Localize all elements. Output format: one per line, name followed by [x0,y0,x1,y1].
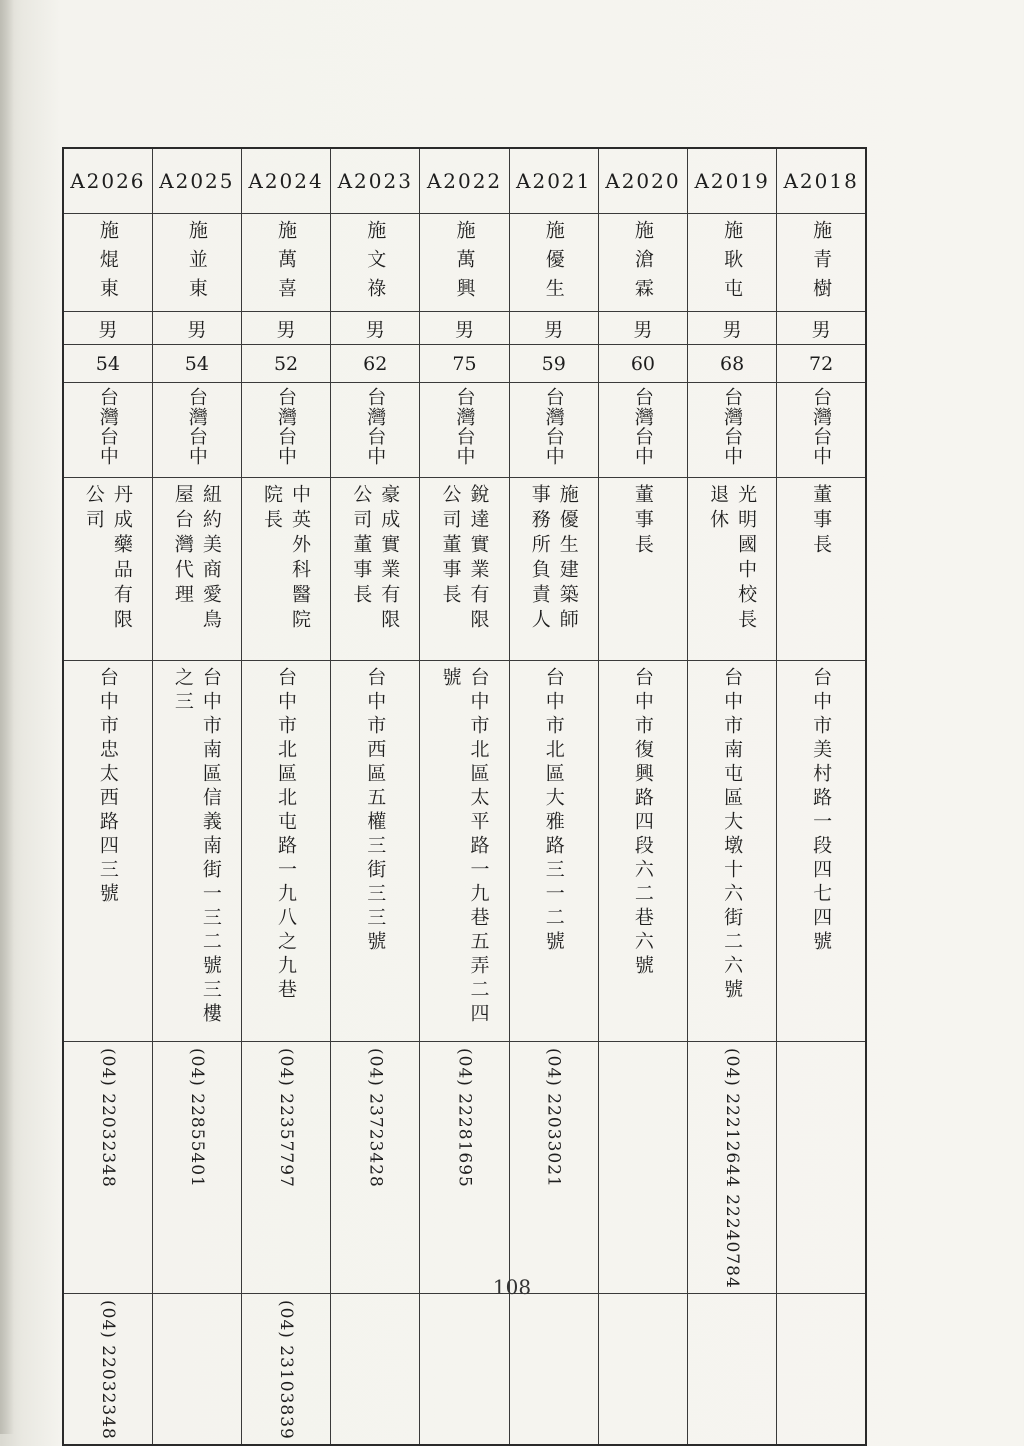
member-name-cell [509,214,598,312]
member-occupation-row [63,478,866,661]
member-phone2-cell [63,1293,152,1444]
member-location: 台灣台中 [721,387,744,465]
member-occupation: 豪成實業有限公司董事長 [350,484,401,634]
member-phone2-cell [331,1293,420,1444]
member-register-table [62,147,867,1446]
member-phone-cell [777,1042,866,1294]
member-location-cell [420,383,509,478]
member-id: A2023 [337,169,413,193]
member-id: A2024 [248,169,324,193]
member-sex: 男 [509,312,598,345]
member-name-cell [598,214,687,312]
member-occupation-cell [63,478,152,661]
member-sex: 男 [688,312,777,345]
member-occupation-cell [688,478,777,661]
member-phone-cell [509,1042,598,1294]
member-id: A2022 [426,169,503,193]
member-address: 台中市美村路一段四七四號 [810,667,833,955]
member-address: 台中市復興路四段六二巷六號 [631,667,654,979]
member-phone2: (04) 22032348 [97,1299,118,1440]
member-phone2-row [63,1293,866,1444]
member-name-cell [688,214,777,312]
member-address: 台中市南區信義南街一三二號三樓之三 [171,667,222,1027]
member-phone2: (04) 23103839 [276,1299,297,1440]
member-location-row [63,383,866,478]
book-gutter-shadow [0,0,14,1434]
member-name: 施萬喜 [275,220,298,307]
member-address-cell [63,661,152,1042]
member-location-cell [688,383,777,478]
member-phone2-cell [509,1293,598,1444]
member-address-cell [152,661,241,1042]
member-occupation: 丹成藥品有限公司 [82,484,133,634]
member-phone-row [63,1042,866,1294]
member-location: 台灣台中 [631,387,654,465]
member-occupation-cell [509,478,598,661]
member-name-cell [420,214,509,312]
member-id-cell [509,148,598,214]
member-address: 台中市北區太平路一九巷五弄二四號 [439,667,490,1027]
member-age: 75 [420,345,509,383]
member-location: 台灣台中 [364,387,387,465]
member-location-cell [509,383,598,478]
member-location-cell [331,383,420,478]
member-address: 台中市北區北屯路一九八之九巷 [275,667,298,1003]
member-occupation: 光明國中校長退休 [707,484,758,634]
member-address: 台中市北區大雅路三一二號 [542,667,565,955]
member-name: 施並東 [185,220,208,307]
member-id-cell [777,148,866,214]
member-phone2-cell [241,1293,330,1444]
member-occupation: 施優生建築師事務所負責人 [528,484,579,634]
member-phone2-cell [688,1293,777,1444]
member-id: A2020 [605,169,681,193]
member-name: 施焜東 [96,220,119,307]
member-phone-cell [420,1042,509,1294]
member-id-cell [63,148,152,214]
member-phone: (04) 22281695 [454,1048,475,1188]
member-occupation-cell [152,478,241,661]
member-phone-cell [63,1042,152,1294]
member-occupation-cell [241,478,330,661]
member-id-cell [241,148,330,214]
member-location-cell [777,383,866,478]
member-location-cell [598,383,687,478]
member-occupation-cell [420,478,509,661]
member-address-row [63,661,866,1042]
member-address: 台中市南屯區大墩十六街二六號 [721,667,744,1003]
member-phone: (04) 22033021 [543,1048,564,1188]
member-id-cell [598,148,687,214]
member-sex: 男 [63,312,152,345]
member-location-cell [152,383,241,478]
member-address-cell [777,661,866,1042]
member-phone: (04) 22855401 [186,1048,207,1188]
member-id: A2019 [694,169,770,193]
member-address-cell [241,661,330,1042]
member-name: 施耿屯 [721,220,744,307]
member-name-cell [63,214,152,312]
member-name-cell [152,214,241,312]
member-id: A2018 [783,169,859,193]
member-occupation: 董事長 [631,484,654,559]
member-location-cell [241,383,330,478]
member-id-row [63,148,866,214]
member-sex-row [63,312,866,345]
member-id: A2025 [159,169,235,193]
member-phone-cell [241,1042,330,1294]
member-sex: 男 [777,312,866,345]
member-phone2-cell [420,1293,509,1444]
member-id-cell [688,148,777,214]
member-location: 台灣台中 [453,387,476,465]
member-name: 施優生 [542,220,565,307]
member-age: 54 [63,345,152,383]
member-address: 台中市西區五權三街三三號 [364,667,387,955]
member-phone: (04) 23723428 [365,1048,386,1188]
member-name: 施滄霖 [631,220,654,307]
member-occupation: 銳達實業有限公司董事長 [439,484,490,634]
member-location-cell [63,383,152,478]
member-name-cell [241,214,330,312]
member-sex: 男 [598,312,687,345]
member-id: A2026 [70,169,146,193]
member-age: 52 [241,345,330,383]
member-age-row [63,345,866,383]
member-age: 72 [777,345,866,383]
member-occupation-cell [331,478,420,661]
member-occupation: 紐約美商愛鳥屋台灣代理 [171,484,222,634]
member-location: 台灣台中 [542,387,565,465]
member-age: 62 [331,345,420,383]
member-address-cell [688,661,777,1042]
member-phone-cell [598,1042,687,1294]
member-sex: 男 [241,312,330,345]
member-id: A2021 [516,169,592,193]
member-sex: 男 [152,312,241,345]
member-location: 台灣台中 [275,387,298,465]
member-age: 54 [152,345,241,383]
member-age: 59 [509,345,598,383]
member-location: 台灣台中 [810,387,833,465]
member-phone: (04) 22032348 [97,1048,118,1188]
member-phone-cell [152,1042,241,1294]
member-age: 68 [688,345,777,383]
member-name-cell [331,214,420,312]
member-phone2-cell [598,1293,687,1444]
member-sex: 男 [331,312,420,345]
page-number: 108 [492,1275,532,1299]
member-age: 60 [598,345,687,383]
member-address-cell [509,661,598,1042]
member-occupation-cell [598,478,687,661]
member-occupation: 董事長 [810,484,833,559]
member-name: 施文祿 [364,220,387,307]
member-name: 施萬興 [453,220,476,307]
member-id-cell [152,148,241,214]
member-location: 台灣台中 [185,387,208,465]
member-occupation-cell [777,478,866,661]
member-phone2-cell [152,1293,241,1444]
member-location: 台灣台中 [96,387,119,465]
member-phone-cell [331,1042,420,1294]
member-name: 施青樹 [810,220,833,307]
member-phone: (04) 22357797 [276,1048,297,1188]
member-name-row [63,214,866,312]
member-phone: (04) 22212644 22240784 [722,1048,743,1289]
member-address-cell [331,661,420,1042]
member-name-cell [777,214,866,312]
member-address-cell [598,661,687,1042]
member-address-cell [420,661,509,1042]
member-phone2-cell [777,1293,866,1444]
member-occupation: 中英外科醫院院長 [261,484,312,634]
member-id-cell [420,148,509,214]
member-phone-cell [688,1042,777,1294]
member-sex: 男 [420,312,509,345]
member-address: 台中市忠太西路四三號 [96,667,119,907]
member-id-cell [331,148,420,214]
